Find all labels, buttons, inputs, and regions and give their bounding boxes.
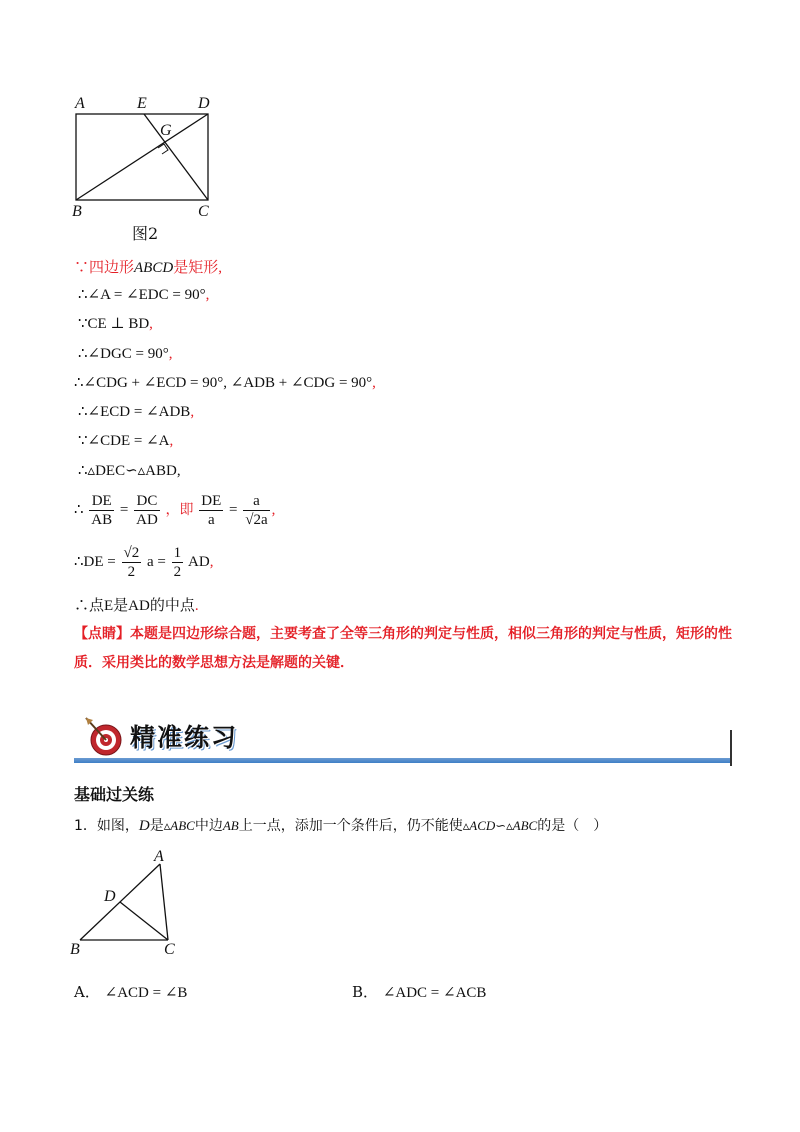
key-point-note xyxy=(74,620,734,678)
question-1: 1．如图，D是▵ABC中边AB上一点，添加一个条件后，仍不能使▵ACD∽▵ABC的是（ ） xyxy=(74,818,608,834)
proof-line-2: ∴∠A = ∠EDC = 90°, xyxy=(78,287,210,303)
fraction-dc-ad: $\frac{DC}{AD}$ xyxy=(136,493,158,528)
banner-title: 精准练习 xyxy=(130,723,239,752)
q1-label-c: C xyxy=(164,941,175,958)
banner-underline xyxy=(74,758,730,763)
target-icon xyxy=(84,716,130,758)
proof-line-8: ∴▵DEC∽▵ABD, xyxy=(78,463,181,479)
proof-line-7: ∵∠CDE = ∠A, xyxy=(78,433,174,449)
option-a[interactable]: A． ∠ACD = ∠B xyxy=(74,983,188,1001)
question-1-figure xyxy=(62,848,192,963)
proof-line-4: ∴∠DGC = 90°, xyxy=(78,346,173,362)
proof-line-1: ∵四边形ABCD是矩形, xyxy=(74,260,222,276)
proof-line-10: ∴DE = $\frac{√2}{2}$ a = $\frac{1}{2}$ AD, xyxy=(74,545,214,580)
segment-ec xyxy=(144,114,208,200)
segment-bd xyxy=(76,114,208,200)
fraction-1-2: $\frac{1}{2}$ xyxy=(173,545,182,580)
option-b[interactable]: B． ∠ADC = ∠ACB xyxy=(352,983,487,1001)
label-e: E xyxy=(137,95,147,112)
fraction-de-ab: $\frac{DE}{AB}$ xyxy=(91,493,113,528)
key-point-tag: 【点睛】 xyxy=(74,626,130,642)
label-g: G xyxy=(160,122,172,139)
label-d: D xyxy=(198,95,210,112)
figure-caption: 图2 xyxy=(132,224,159,243)
label-a: A xyxy=(75,95,85,112)
q1-label-d: D xyxy=(104,888,116,905)
fraction-a-root2a: $\frac{a}{√2a}$ xyxy=(245,493,268,528)
section-banner xyxy=(74,708,734,766)
segment-ac xyxy=(160,864,168,940)
proof-line-5: ∴∠CDG + ∠ECD = 90°, ∠ADB + ∠CDG = 90°, xyxy=(74,375,376,391)
fraction-de-a: $\frac{DE}{a}$ xyxy=(201,493,222,528)
banner-end-mark xyxy=(730,730,732,766)
q1-label-b: B xyxy=(70,941,80,958)
segment-dc xyxy=(120,902,168,940)
proof-line-3: ∵CE ⊥ BD, xyxy=(78,316,153,332)
proof-line-6: ∴∠ECD = ∠ADB, xyxy=(78,404,195,420)
label-c: C xyxy=(198,203,209,220)
section-title: 基础过关练 xyxy=(74,785,155,804)
q1-label-a: A xyxy=(154,848,164,865)
fraction-root2-2: $\frac{√2}{2}$ xyxy=(123,545,140,580)
label-b: B xyxy=(72,203,82,220)
proof-line-9: ∴ $\frac{DE}{AB}$ = $\frac{DC}{AD}$ ，即 $\frac{DE}{a}$ = $\frac{a}{√2a}$ , xyxy=(74,493,276,528)
figure-2 xyxy=(60,90,230,250)
key-point-text: 本题是四边形综合题，主要考查了全等三角形的判定与性质，相似三角形的判定与性质，矩形的性质．采用类比的数学思想方法是解题的关键． xyxy=(74,626,732,671)
proof-line-11: ∴点E是AD的中点. xyxy=(74,598,199,614)
